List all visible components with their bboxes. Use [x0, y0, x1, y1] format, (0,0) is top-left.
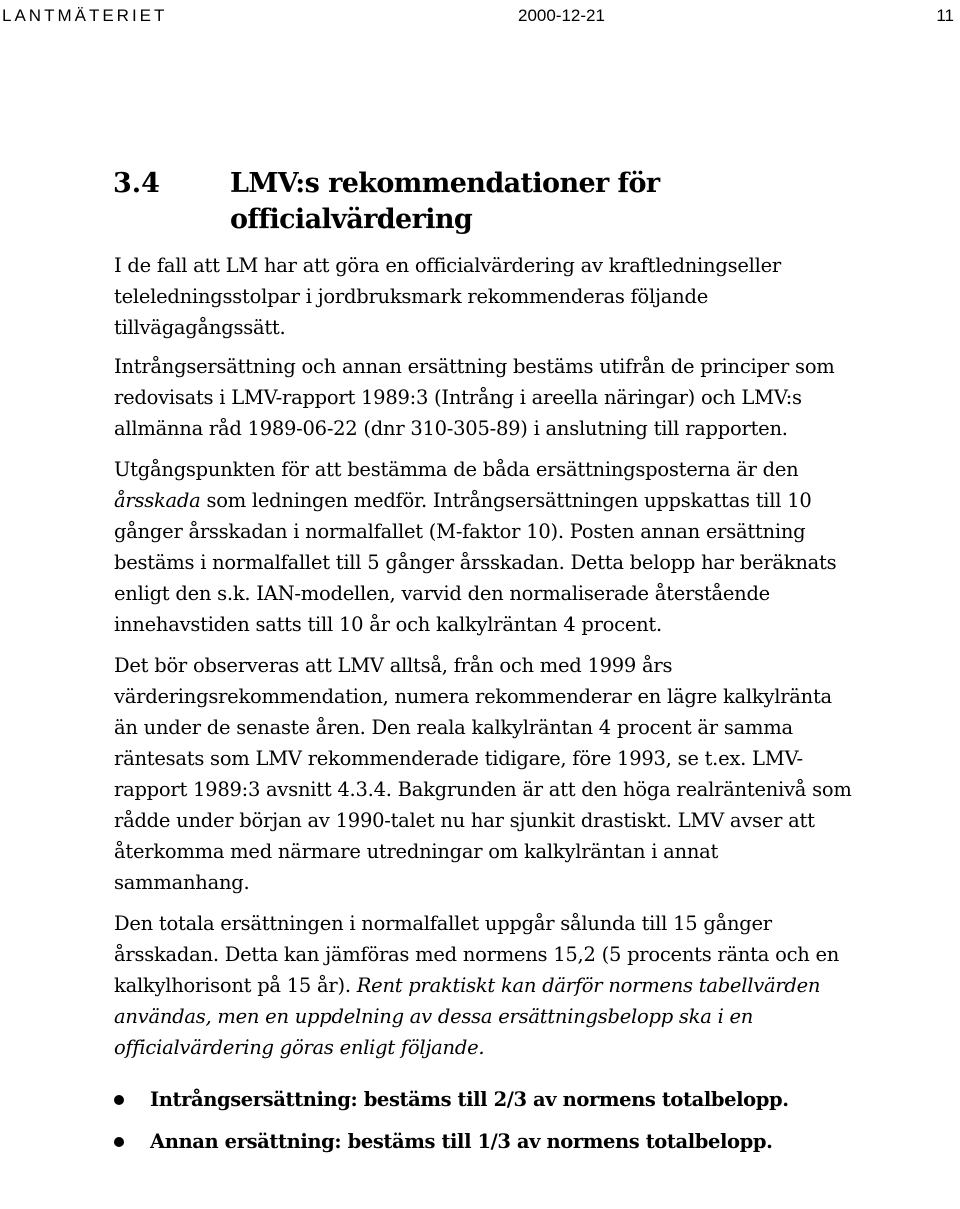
page-number: 11	[936, 6, 954, 25]
paragraph-starting-point-text-a: Utgångspunkten för att bestämma de båda ersättningsposterna är den	[114, 458, 799, 481]
paragraph-starting-point	[114, 454, 854, 640]
paragraph-total-compensation-italic: Rent praktiskt kan därför normens tabellvärden användas, men en uppdelning av dessa ersättningsbelopp ska i en officialvärdering göras enligt följande.	[114, 974, 821, 1059]
document-body	[114, 250, 854, 1163]
paragraph-starting-point-italic: årsskada	[114, 489, 201, 512]
paragraph-total-compensation-text: Den totala ersättningen i normalfallet uppgår sålunda till 15 gånger årsskadan. Detta kan jämföras med normens 15,2 (5 procents ränta och en kalkylhorisont på 15 år).	[114, 912, 840, 997]
paragraph-intro: I de fall att LM har att göra en officialvärdering av kraftledningseller teleledningsstolpar i jordbruksmark rekommenderas följande tillvägagångssätt.	[114, 254, 781, 339]
page-header	[0, 6, 960, 30]
section-number: 3.4	[113, 168, 160, 199]
bullet-icon	[114, 1095, 124, 1105]
bullet-list	[114, 1079, 854, 1163]
document-date: 2000-12-21	[518, 6, 605, 25]
list-item	[114, 1121, 854, 1163]
list-item	[114, 1079, 854, 1121]
paragraph-starting-point-text-b: som ledningen medför. Intrångsersättningen uppskattas till 10 gånger årsskadan i normalfallet (M-faktor 10). Posten annan ersättning bestäms i normalfallet till 5 gånger årsskadan. Detta belopp har beräknats enligt den s.k. IAN-modellen, varvid den normaliserade återstående innehavstiden satts till 10 år och kalkylräntan 4 procent.	[114, 489, 837, 636]
bullet-icon	[114, 1137, 124, 1147]
paragraph-total-compensation	[114, 908, 854, 1063]
paragraph-principles: Intrångsersättning och annan ersättning bestäms utifrån de principer som redovisats i LMV-rapport 1989:3 (Intrång i areella näringar) och LMV:s allmänna råd 1989-06-22 (dnr 310-305-89) i anslutning till rapporten.	[114, 355, 835, 440]
section-title: LMV:s rekommendationer för officialvärdering	[230, 168, 660, 235]
list-item-text: Intrångsersättning: bestäms till 2/3 av normens totalbelopp.	[150, 1088, 789, 1111]
organization-name: LANTMÄTERIET	[2, 6, 168, 25]
list-item-text: Annan ersättning: bestäms till 1/3 av normens totalbelopp.	[150, 1130, 773, 1153]
paragraph-interest-rate: Det bör observeras att LMV alltså, från och med 1999 års värderingsrekommendation, numera rekommenderar en lägre kalkylränta än under de senaste åren. Den reala kalkylräntan 4 procent är samma räntesats som LMV rekommenderade tidigare, före 1993, se t.ex. LMV-rapport 1989:3 avsnitt 4.3.4. Bakgrunden är att den höga realräntenivå som rådde under början av 1990-talet nu har sjunkit drastiskt. LMV avser att återkomma med närmare utredningar om kalkylräntan i annat sammanhang.	[114, 654, 852, 894]
section-heading	[113, 166, 833, 238]
